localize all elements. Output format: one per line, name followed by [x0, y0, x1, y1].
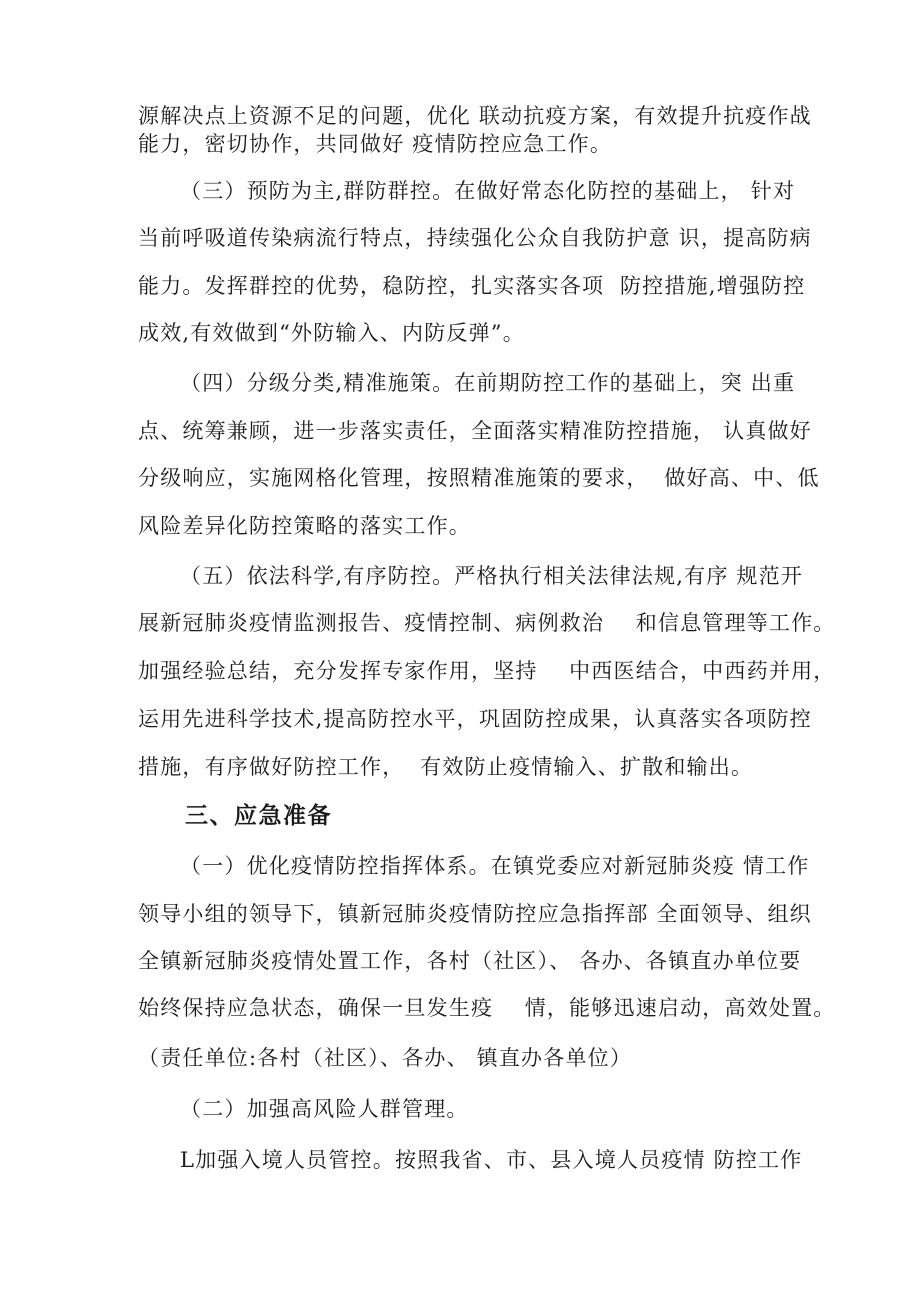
- text-line: 加强经验总结，充分发挥专家作用，坚持 中西医结合，中西药并用，: [138, 659, 836, 683]
- text-line: （一）优化疫情防控指挥体系。在镇党委应对新冠肺炎疫 情工作: [180, 854, 810, 878]
- text-line: （五）依法科学,有序防控。严格执行相关法律法规,有序 规范开: [180, 564, 804, 588]
- section-heading: 三、应急准备: [185, 803, 332, 829]
- text-line: 措施，有序做好防控工作， 有效防止疫情输入、扩散和输出。: [138, 755, 754, 779]
- text-line: 风险差异化防控策略的落实工作。: [138, 514, 471, 538]
- text-line: 始终保持应急状态，确保一旦发生疫 情，能够迅速启动，高效处置。: [138, 996, 836, 1020]
- text-line: L加强入境人员管控。按照我省、市、县入境人员疫情 防控工作: [180, 1148, 803, 1172]
- text-line: 源解决点上资源不足的问题，优化 联动抗疫方案，有效提升抗疫作战: [138, 104, 812, 128]
- text-line: （三）预防为主,群防群控。在做好常态化防控的基础上， 针对: [180, 179, 796, 203]
- text-line: （责任单位:各村（社区）、各办、 镇直办各单位）: [138, 1046, 633, 1070]
- text-line: 展新冠肺炎疫情监测报告、疫情控制、病例救治 和信息管理等工作。: [138, 611, 836, 635]
- text-line: （四）分级分类,精准施策。在前期防控工作的基础上，突 出重: [180, 371, 796, 395]
- text-line: 领导小组的领导下，镇新冠肺炎疫情防控应急指挥部 全面领导、组织: [138, 902, 812, 926]
- text-line: （二）加强高风险人群管理。: [180, 1097, 469, 1121]
- text-line: 当前呼吸道传染病流行特点，持续强化公众自我防护意 识，提高防病: [138, 226, 812, 250]
- text-line: 运用先进科学技术,提高防控水平，巩固防控成果，认真落实各项防控: [138, 707, 812, 731]
- text-line: 全镇新冠肺炎疫情处置工作，各村（社区）、 各办、各镇直办单位要: [138, 949, 802, 973]
- text-line: 能力。发挥群控的优势，稳防控，扎实落实各项 防控措施,增强防控: [138, 274, 806, 298]
- text-line: 能力，密切协作，共同做好 疫情防控应急工作。: [138, 132, 613, 156]
- text-line: 点、统筹兼顾，进一步落实责任，全面落实精准防控措施， 认真做好: [138, 419, 812, 443]
- text-line: 成效,有效做到“外防输入、内防反弹”。: [138, 321, 525, 345]
- text-line: 分级响应，实施网格化管理，按照精准施策的要求， 做好高、中、低: [138, 466, 820, 490]
